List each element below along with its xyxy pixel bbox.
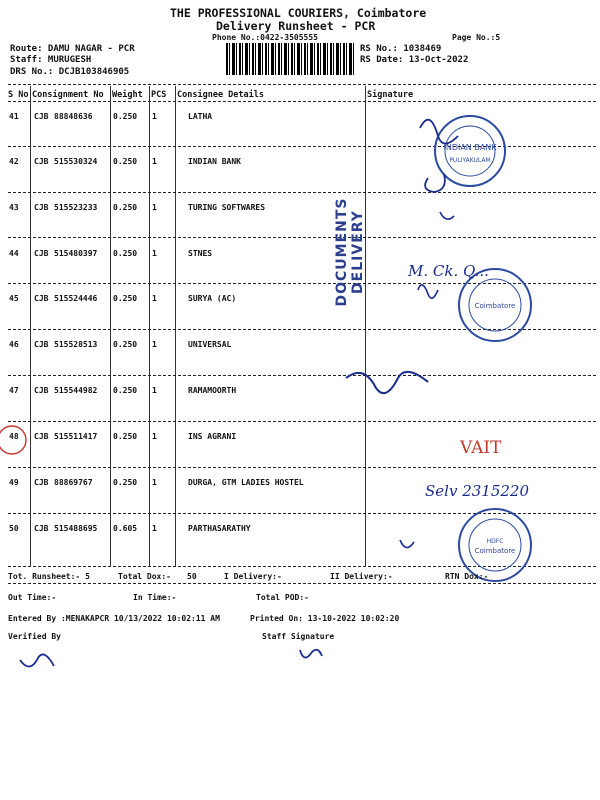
staff-signature: Staff Signature bbox=[262, 632, 335, 641]
row-weight: 0.250 bbox=[113, 112, 138, 121]
hdfc-seal-2-city: Coimbatore bbox=[474, 547, 516, 555]
staff-name: Staff: MURUGESH bbox=[10, 55, 92, 65]
out-time: Out Time:- bbox=[8, 593, 57, 602]
page-number: Page No.:5 bbox=[452, 33, 501, 42]
row-pcs: 1 bbox=[152, 249, 157, 258]
row-prefix: CJB bbox=[34, 294, 49, 303]
row-consignee: INS AGRANI bbox=[188, 432, 237, 441]
row-pcs: 1 bbox=[152, 294, 157, 303]
row-sno: 49 bbox=[9, 478, 19, 487]
phone-number: Phone No.:0422-3505555 bbox=[212, 33, 318, 42]
row-sno: 42 bbox=[9, 157, 19, 166]
row-consignment-no: 515544982 bbox=[54, 386, 98, 395]
row-prefix: CJB bbox=[34, 249, 49, 258]
row-prefix: CJB bbox=[34, 432, 49, 441]
total-pod: Total POD:- bbox=[256, 593, 309, 602]
i-delivery: I Delivery:- bbox=[224, 572, 282, 581]
row-pcs: 1 bbox=[152, 432, 157, 441]
rs-date: RS Date: 13-Oct-2022 bbox=[360, 55, 469, 65]
runsheet-title: Delivery Runsheet - PCR bbox=[216, 19, 376, 33]
row-consignee: LATHA bbox=[188, 112, 213, 121]
col-consignment: Consignment No bbox=[32, 90, 104, 100]
row-sno: 47 bbox=[9, 386, 19, 395]
total-dox-value: 50 bbox=[187, 572, 197, 581]
row-weight: 0.250 bbox=[113, 386, 138, 395]
row-pcs: 1 bbox=[152, 157, 157, 166]
bank-seal-city: PULIYAKULAM bbox=[449, 157, 491, 164]
row-weight: 0.250 bbox=[113, 249, 138, 258]
row-pcs: 1 bbox=[152, 478, 157, 487]
tot-runsheet: Tot. Runsheet:- 5 bbox=[8, 572, 90, 581]
col-signature: Signature bbox=[367, 90, 414, 100]
row-weight: 0.250 bbox=[113, 432, 138, 441]
row-consignee: STNES bbox=[188, 249, 213, 258]
col-sno: S No bbox=[8, 90, 29, 100]
footer-rule bbox=[8, 583, 596, 584]
ii-delivery: II Delivery:- bbox=[330, 572, 393, 581]
documents-delivery-stamp: DOCUMENTS DELIVERY bbox=[334, 197, 366, 307]
row-prefix: CJB bbox=[34, 203, 49, 212]
total-dox-label: Total Dox:- bbox=[118, 572, 171, 581]
row-consignee: PARTHASARATHY bbox=[188, 524, 251, 533]
row-consignment-no: 515530324 bbox=[54, 157, 98, 166]
rs-number: RS No.: 1038469 bbox=[360, 44, 442, 54]
company-title: THE PROFESSIONAL COURIERS, Coimbatore bbox=[170, 6, 427, 20]
row-prefix: CJB bbox=[34, 524, 49, 533]
printed-on: Printed On: 13-10-2022 10:02:20 bbox=[250, 614, 400, 623]
row-pcs: 1 bbox=[152, 112, 157, 121]
row-weight: 0.250 bbox=[113, 340, 138, 349]
row-consignment-no: 515528513 bbox=[54, 340, 98, 349]
row-consignee: RAMAMOORTH bbox=[188, 386, 237, 395]
row-consignment-no: 515488695 bbox=[54, 524, 98, 533]
col-weight: Weight bbox=[112, 90, 143, 100]
row-pcs: 1 bbox=[152, 524, 157, 533]
row-consignee: SURYA (AC) bbox=[188, 294, 237, 303]
signature-row45: M. Ck. Q... bbox=[408, 262, 489, 280]
row-consignment-no: 88869767 bbox=[54, 478, 93, 487]
row-prefix: CJB bbox=[34, 478, 49, 487]
row-consignment-no: 88848636 bbox=[54, 112, 93, 121]
row-sno: 44 bbox=[9, 249, 19, 258]
row-consignee: UNIVERSAL bbox=[188, 340, 232, 349]
row-weight: 0.250 bbox=[113, 157, 138, 166]
row-weight: 0.250 bbox=[113, 478, 138, 487]
row-pcs: 1 bbox=[152, 340, 157, 349]
signature-row48: VAIT bbox=[460, 438, 502, 458]
row-sno: 46 bbox=[9, 340, 19, 349]
row-consignee: DURGA, GTM LADIES HOSTEL bbox=[188, 478, 304, 487]
row-prefix: CJB bbox=[34, 386, 49, 395]
row-consignee: INDIAN BANK bbox=[188, 157, 241, 166]
row-pcs: 1 bbox=[152, 203, 157, 212]
svg-text:HDFC: HDFC bbox=[486, 538, 504, 545]
row-pcs: 1 bbox=[152, 386, 157, 395]
row-consignment-no: 515511417 bbox=[54, 432, 98, 441]
col-pcs: PCS bbox=[151, 90, 167, 100]
row-prefix: CJB bbox=[34, 340, 49, 349]
row-consignment-no: 515523233 bbox=[54, 203, 98, 212]
row-sno: 43 bbox=[9, 203, 19, 212]
row-prefix: CJB bbox=[34, 112, 49, 121]
drs-number: DRS No.: DCJB103846905 bbox=[10, 67, 130, 77]
signature-row49: Selv 2315220 bbox=[425, 482, 529, 500]
row-consignee: TURING SOFTWARES bbox=[188, 203, 266, 212]
row-sno: 48 bbox=[9, 432, 19, 441]
row-consignment-no: 515524446 bbox=[54, 294, 98, 303]
row-consignment-no: 515480397 bbox=[54, 249, 98, 258]
row-sno: 50 bbox=[9, 524, 19, 533]
row-weight: 0.250 bbox=[113, 294, 138, 303]
in-time: In Time:- bbox=[133, 593, 177, 602]
verified-by: Verified By bbox=[8, 632, 61, 641]
row-weight: 0.250 bbox=[113, 203, 138, 212]
rtn-dox: RTN Dox:- bbox=[445, 572, 489, 581]
hdfc-seal-city: Coimbatore bbox=[474, 302, 516, 310]
row-prefix: CJB bbox=[34, 157, 49, 166]
route: Route: DAMU NAGAR - PCR bbox=[10, 44, 135, 54]
entered-by: Entered By :MENAKAPCR 10/13/2022 10:02:11 AM bbox=[8, 614, 220, 623]
row-sno: 45 bbox=[9, 294, 19, 303]
row-weight: 0.605 bbox=[113, 524, 138, 533]
bank-seal-name: INDIAN BANK bbox=[443, 143, 497, 152]
col-consignee: Consignee Details bbox=[177, 90, 264, 100]
row-sno: 41 bbox=[9, 112, 19, 121]
